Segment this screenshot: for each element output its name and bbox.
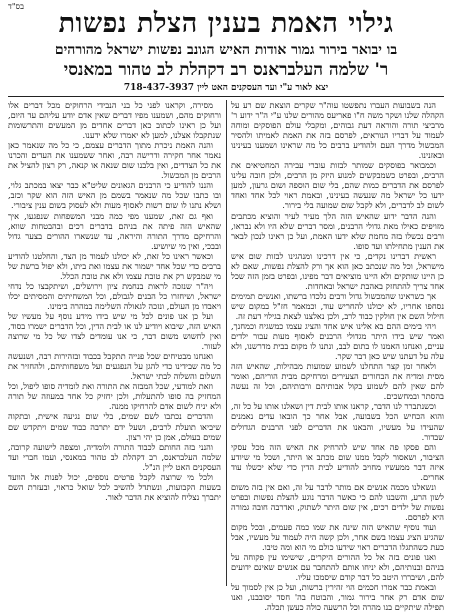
paragraph: ועל כן אנו פונים לכל מי שיש בידו מידע נוסף על מעשיו של האיש הזה, שיבוא ויודיע לנו או לבית הדין, וכל הדברים ישמרו בסוד, ואין לחשוש משום דבר, כי אנו עומדים לצדו של כל מי שרוצה לעזור. [8,310,221,352]
column-divider [226,100,227,586]
paragraph: וכמבואר בפוסקים שמותר לבזות עוברי עבירה המחטיאים את הרבים, ובפרט כשמבקשים למנוע היזק מן הרבים, ולכן חובה עלינו לפרסם את הדברים כמות שהם, בלי שום הוספה ושום גרעון, למען ידעו כל ישראל מה שנעשה בעינינו, ובאמת ראוי לכל אחד ואחד לשום לב לדברים, ולא לקבל שום שמועה בלי בירור. [231,160,444,211]
paragraph: והם פסקו פה אחד שיש להרחיק את האיש הזה מכל עסקי הציבור, ושאסור לקבל ממנו שום מכתב או היתר, ושכל מי שיודע איזה דבר ממעשיו מחויב להודיע לבית הדין כדי שלא יכשלו עוד אחרים. [231,441,444,482]
paragraph: ועוד נוסיף שהאיש הזה שינה את שמו כמה פעמים, ובכל מקום שהגיע הציג עצמו בשם אחר, ולכן קשה היה לעמוד על מעשיו, אבל כעת כשהתגלו הדברים ראוי שידעו כולם מי הוא ומה טיבו. [231,521,444,553]
document-author: ר' שלמה העלבראנס רב דקהלת לב טהור במאנסי [63,60,389,80]
paragraph: וכשנתברר לנו הדבר, קראנו אותו לבית דין ושאלנו אותו על כל זה, והוא הכחיש הכל בשבועה, אבל אחר כך הובאו עדים נאמנים שהעידו על מעשיו, והבאנו את הדברים לפני הרבנים הגדולים שבדור. [231,401,444,442]
paragraph: והנני בזה החותם לכבוד התורה ולומדיה, ומצפה לישועה קרובה, שלמה העלבראנס, רב דקהלת לב טהור במאנסי, ועמו חברי ועד העסקנים האט ליין הנ"ל. [8,441,221,472]
paragraph: ולכל מי שרוצה לקבל פרטים נוספים, יכול לפנות אל הוועד בשעות הקבועות, ונשתדל להשיב לכל שואל כראוי, ובעזרת השם יתברך נצליח להוציא את הדבר לאור. [8,471,221,502]
paragraph: והננו להודיע כי הרבנים הגאונים שליט"א כבר יצאו במכתב גלוי, ובו כתבו שכל מה שנאמר בשמם מן האיש הזה הוא שקר וכזב, ושלא נתנו לו שום רשות לאסוף מעות ולא לעסוק בשום ענין ציבורי. [8,180,221,211]
column-right [231,100,444,612]
paragraph: ויה"ר שנזכה לראות בנחמת ציון וירושלים, ושיתקבצו כל נדחי ישראל, ושיחזרו כל הבנים לגבולם, וכל המשחיתים והמסיתים יכלו ויאבדו מן העולם, ונזכה לגאולה השלימה במהרה בימינו. [8,280,221,311]
paragraph: ואף גם זאת, שמענו מפי כמה מבני המשפחות שנפגעו, איך שהאיש הזה פיתה את בניהם בדברים רכים ובהבטחות שווא, והרחיקם מדרך התורה והיראה, עד שנשארו ההורים בצער גדול ובבכי, ואין מי שיושיע. [8,210,221,251]
paragraph: ויהי בימים ההם בא אלינו איש אחד והציג עצמו כמשגיח וכמחנך, ואמר שיש בידו היתר מגדולי הרבנים לאסוף מעות עבור ילדים עניים, ואנחנו האמנו לו בתום לבב, ונתנו לו מקום בבית מדרשנו, ולא עלה על דעתנו שיש כאן דבר שקר. [231,321,444,362]
paragraph: מסירה, וקראנו לפני כל בני הנבידי הרחוקים מכל דברים אלו ורחוקים מהם, ושמענו מפיו דברים שאין אדם יודע עליהם עד היום, ועל כן ראינו לכתוב כאן דברים אחדים מן המעשים והתרשומות שנתקבלו אצלנו, למען לא יאמרו שלא ידענו. [8,100,221,141]
paragraph: ובאמת כבר אמרו חכמים הוי זהירין ברשות, ועל כן אין לסמוך על שום אדם רק אחר בירור גמור, והבוטח בה' חסד יסובבנו, ואנו תפילה שיתקיים בנו מהרה וכל הרשעה כולה כעשן תכלה. [231,582,444,612]
paragraph: ואנחנו מבטיחים שכל פנייה תתקבל בכבוד ובזהירות רבה, ושנעשה כל מה שבידינו כדי להגן על הנפגעים ועל משפחותיהם, ולהחזיר את השלום והשלוה לבתי ישראל. [7,351,221,382]
text-columns [7,100,444,612]
paragraph: ונשאלנו מכמה אנשים אם מותר לדבר על זה, ואם אין בזה משום לשון הרע, והשבנו להם כי כאשר הדבר נוגע להצלת נפשות ובפרט נפשות של ילדים רכים, אין שום היתר לשתוק, ואדרבה חובה גמורה היא לפרסם. [231,481,444,522]
paragraph: והנה הדבר ידוע שהאיש הזה הלך מעיר לעיר והוציא מכתבים מזויפים כאילו מאת גדולי הרבנים, ומסר דברים שלא היו ולא נבראו, ורבים נכשלו בזה מחמת שלא ידעו האמת, ועל כן ראינו לנכון לבאר את הענין מתחילתו ועד סופו. [231,210,444,251]
paragraph: והדברים נכתבו לשם שמים, בלי שום נגיעה אישית, ובתקוה שיביאו תועלת לרבים, ושעל ידם יתרבה כבוד שמים ויתקדש שם שמים בעולם, אמן כן יהי רצון. [8,411,221,442]
publisher-line: יצא לאור ע"י ועד העסקנים האט ליין 718-437-3937 [8,82,444,97]
paragraph: ראשית דברינו נקדים, כי אין דרכינו ומנהגינו לבזות שום איש מישראל, וכל מה שנכתב כאן הוא אך ורק להצלת נפשות, שאם לא כן היינו שותקים ולא היינו מוציאים דבר מפינו, ובפרט בזמן הזה שכל אחד צריך להתחזק באהבת ישראל ובאחדות. [231,250,444,291]
paragraph: וזאת למודעי, שכל המבזה את התורה ואת לומדיה סופו ליפול, וכל המחזיק בה סופו להתעלות, ולכן יחזיק כל אחד במעוזה של תורה ולא יניח לשום אדם להרחיקו ממנה. [8,381,221,412]
paragraph: אך כשראינו שהמכשול גדול ורבים נלכדו ברשתו, ואנשים תמימים נסחפו אחריו, לא יכולנו להחריש עוד, וכמאמר חז"ל במקום שיש חילול השם אין חולקין כבוד לרב, ולכן נאלצנו לצאת בגילוי דעת זה. [231,290,444,321]
paragraph: ואנו פונים בזה אל כל ההורים היקרים, שישימו עין פקוחה על בניהם ובנותיהם, ולא יניחו אותם להתחבר עם אנשים שאינם ידועים להם, ושיבררו היטב כל דבר קודם שיסמכו עליו. [231,552,444,583]
top-note: בס"ד [8,2,24,11]
paragraph: ולאחר זמן קצר התחלנו לשמוע שמועות מבהילות, שהאיש הזה מסית ומדיח את הבחורים הצעירים ומרחיקם מבית הוריהם, ואומר להם שאין להם לשמוע בקול אבותיהם ורבותיהם, וכל זה נעשה בהסתר ובמחשכים. [231,361,444,402]
paragraph: וכאשר ראינו כל זאת, לא יכולנו לעמוד מן הצד, והחלטנו להודיע ברבים כדי שכל אחד ישמור את עצמו ואת ביתו, ולא יפול ברשת של מי שמבקש רק את טובת עצמו ולא את טובת הכלל. [8,250,221,281]
document-subtitle: בו יבואר בירור גמור אודות האיש הגונב נפשות ישראל מהורהים [54,42,398,58]
paragraph: הנה בשבועות העברו נתפשטו עוה"ר שקרים הוצאת שם רע על הקהלה שלנו ושקר משה ח"ו פאריעס מהורים שלנו ע"י ה"ר ידוע ר' מרביצי תורה והוראה דעת גבוהים, ומקבלי עולם הפוסקים ומוחה לעמוד על דבריו הנוראים, לפרסם בזה את האמת לאמיתו ולהסיר המכשול מדרך העם ולהודיע ברבים כל מה שראינו ושמענו בעינינו ובאזנינו. [231,100,444,161]
column-left [8,100,221,586]
paragraph: והנה האמת ניכרת מתוך הדברים עצמם, כי כל מה שנאמר כאן נאמר אחר חקירה ודרישה רבה, ואחר ששמענו את העדים והכרנו את כל הצדדים, ואין בלבנו שום שנאה או קנאה, רק רצון להציל את הרבים מן המכשול. [8,140,221,181]
document-title: גילוי האמת בענין הצלת נפשות [58,8,394,39]
